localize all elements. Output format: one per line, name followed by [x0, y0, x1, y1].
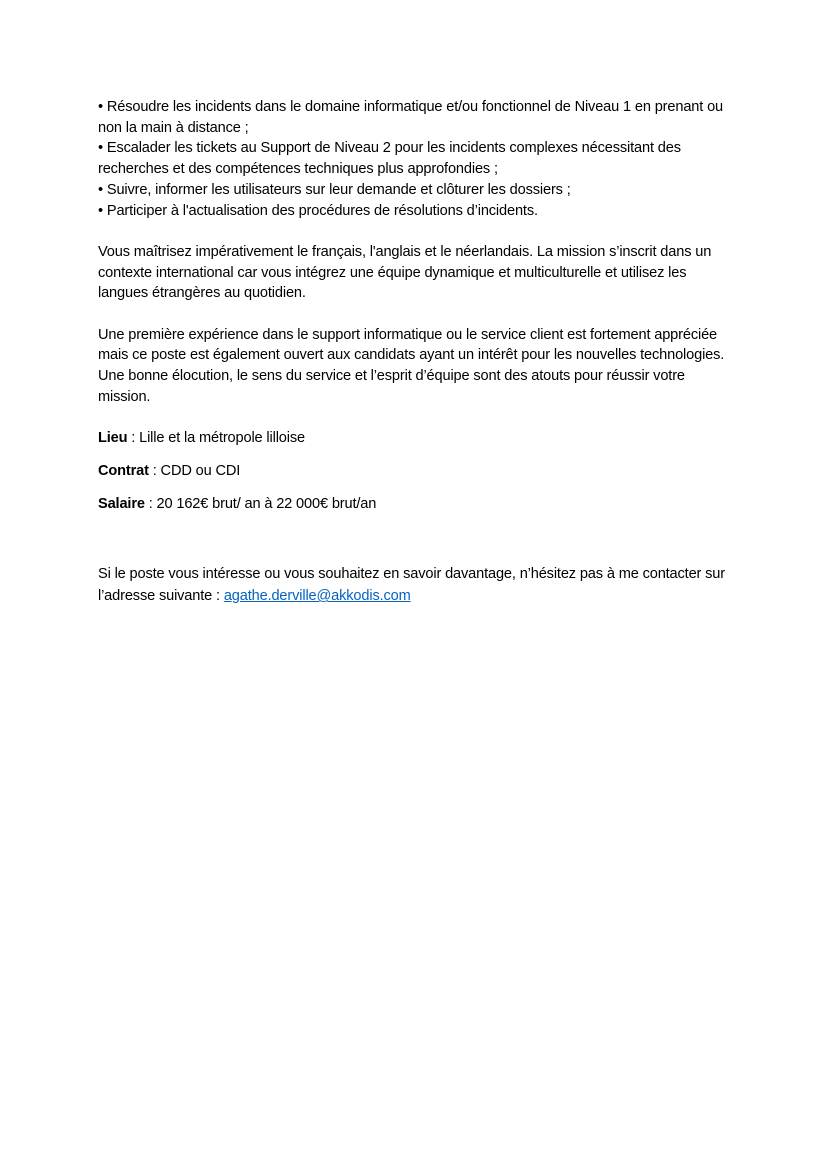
task-list	[98, 97, 738, 221]
contract-value: : CDD ou CDI	[148, 463, 241, 480]
list-item-text: Résoudre les incidents dans le domaine informatique et/ou fonctionnel de Niveau 1 en prenant ou non la main à distance ;	[98, 99, 724, 136]
location-field	[98, 428, 738, 449]
bullet-icon: •	[98, 181, 103, 198]
contact-paragraph	[98, 563, 738, 607]
bullet-icon: •	[98, 202, 103, 219]
list-item-text: Escalader les tickets au Support de Niveau 2 pour les incidents complexes nécessitant des recherches et des compétences techniques plus approfondies ;	[98, 140, 681, 178]
languages-paragraph: Vous maîtrisez impérativement le français, l'anglais et le néerlandais. La mission s’inscrit dans un contexte international car vous intégrez une équipe dynamique et multiculturelle et utilisez les langues étrangères au quotidien.	[98, 243, 712, 302]
salary-label: Salaire	[98, 496, 145, 513]
list-item-text: Participer à l'actualisation des procédures de résolutions d’incidents.	[106, 202, 538, 219]
salary-field	[98, 494, 738, 515]
list-item	[98, 201, 738, 222]
email-link[interactable]: agathe.derville@akkodis.com	[223, 588, 411, 605]
salary-value: : 20 162€ brut/ an à 22 000€ brut/an	[144, 496, 377, 513]
contract-label: Contrat	[98, 463, 149, 480]
list-item	[98, 138, 738, 179]
contact-text: Si le poste vous intéresse ou vous souhaitez en savoir davantage, n’hésitez pas à me contacter sur l’adresse suivante :	[98, 566, 725, 605]
list-item-text: Suivre, informer les utilisateurs sur leur demande et clôturer les dossiers ;	[106, 181, 571, 198]
contract-field	[98, 461, 738, 482]
location-value: : Lille et la métropole lilloise	[127, 430, 305, 447]
bullet-icon: •	[98, 99, 103, 115]
document-page	[98, 97, 738, 607]
experience-paragraph: Une première expérience dans le support informatique ou le service client est fortement appréciée mais ce poste est également ouvert aux candidats ayant un intérêt pour les nouvelles technologies. Une bonne élocution, le sens du service et l’esprit d’équipe sont des atouts pour réussir votre mission.	[98, 326, 725, 405]
list-item	[98, 180, 738, 201]
list-item	[98, 97, 738, 138]
location-label: Lieu	[98, 430, 128, 447]
bullet-icon: •	[98, 140, 103, 157]
